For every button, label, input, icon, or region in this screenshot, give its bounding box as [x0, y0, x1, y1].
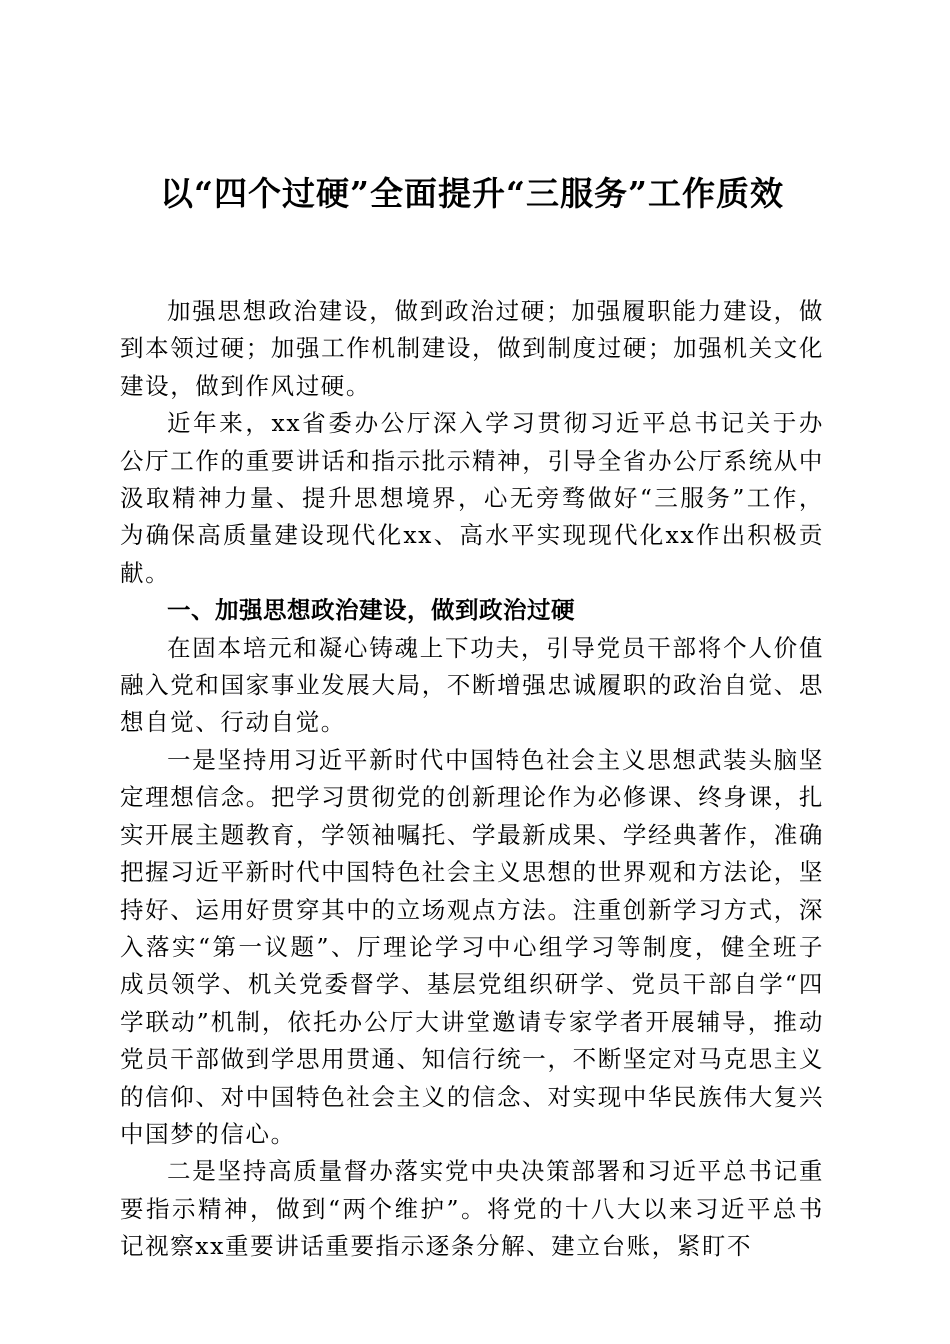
document-body	[120, 293, 824, 1266]
document-title: 以“四个过硬”全面提升“三服务”工作质效	[160, 174, 784, 213]
section-paragraph-2: 一是坚持用习近平新时代中国特色社会主义思想武装头脑坚定理想信念。把学习贯彻党的创新理论作为必修课、终身课，扎实开展主题教育，学领袖嘱托、学最新成果、学经典著作，准确把握习近平新时代中国特色社会主义思想的世界观和方法论，坚持好、运用好贯穿其中的立场观点方法。注重创新学习方式，深入落实“第一议题”、厅理论学习中心组学习等制度，健全班子成员领学、机关党委督学、基层党组织研学、党员干部自学“四学联动”机制，依托办公厅大讲堂邀请专家学者开展辅导，推动党员干部做到学思用贯通、知信行统一，不断坚定对马克思主义的信仰、对中国特色社会主义的信念、对实现中华民族伟大复兴中国梦的信心。	[120, 745, 824, 1148]
section-paragraph-3: 二是坚持高质量督办落实党中央决策部署和习近平总书记重要指示精神，做到“两个维护”。将党的十八大以来习近平总书记视察xx重要讲话重要指示逐条分解、建立台账，紧盯不	[120, 1157, 824, 1261]
intro-paragraph: 近年来，xx省委办公厅深入学习贯彻习近平总书记关于办公厅工作的重要讲话和指示批示精神，引导全省办公厅系统从中汲取精神力量、提升思想境界，心无旁骛做好“三服务”工作，为确保高质量建设现代化xx、高水平实现现代化xx作出积极贡献。	[120, 409, 824, 587]
summary-paragraph: 加强思想政治建设，做到政治过硬；加强履职能力建设，做到本领过硬；加强工作机制建设，做到制度过硬；加强机关文化建设，做到作风过硬。	[120, 297, 824, 400]
section-paragraph-1: 在固本培元和凝心铸魂上下功夫，引导党员干部将个人价值融入党和国家事业发展大局，不断增强忠诚履职的政治自觉、思想自觉、行动自觉。	[120, 633, 824, 737]
section-heading: 一、加强思想政治建设，做到政治过硬	[167, 596, 575, 625]
